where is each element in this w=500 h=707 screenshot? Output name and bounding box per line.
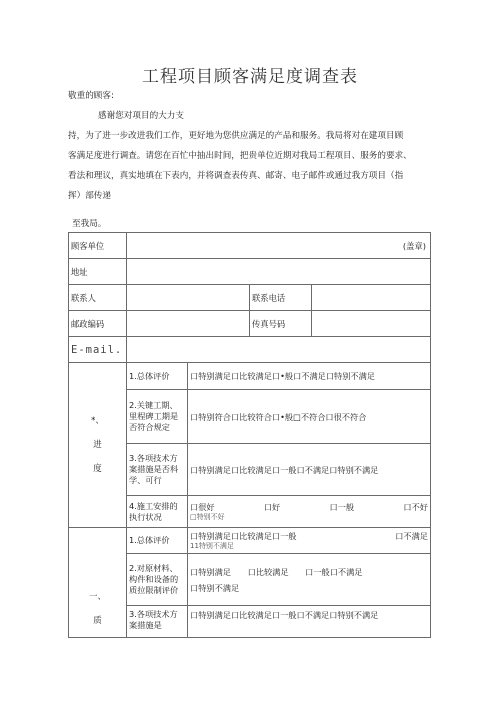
section1-label — [69, 363, 127, 528]
section1-label-a: *、 — [91, 416, 104, 426]
body-line-4: 挥）部传递 — [68, 191, 111, 201]
section1-label-c: 度 — [93, 464, 102, 474]
contact-label: 联系人 — [69, 285, 127, 311]
postcode-label: 邮政编码 — [69, 311, 127, 337]
option-bad[interactable]: 口不好 — [403, 502, 428, 512]
option-average[interactable]: 口一般 — [329, 502, 355, 512]
fax-label: 传真号码 — [250, 311, 312, 337]
section1-item-3: 3.各项技术方案措施是否科学、可行 — [127, 444, 188, 496]
contact-field[interactable] — [127, 285, 250, 311]
section1-options-2[interactable]: 口特别符合口比较符合口•般□不符合口很不符合 — [188, 390, 431, 444]
customer-field[interactable] — [127, 233, 431, 259]
section2-options-2[interactable] — [188, 554, 431, 606]
row-contact — [69, 285, 431, 311]
option-very-good[interactable]: 口很好 — [190, 502, 215, 512]
section1-item-1: 1.总体评价 — [127, 363, 188, 390]
section2-opt-fairly-satisfied[interactable]: 口比较满足 — [247, 566, 289, 577]
body-line-2: 客满足度进行调查。请您在百忙中抽出时间，把贵单位近期对我局工程项目、服务的要求、 — [68, 151, 412, 161]
seal-label: (盖章) — [402, 240, 426, 251]
body-line-5: 至我局。 — [72, 219, 107, 229]
page-title: 工程项目顾客满足度调查表 — [142, 67, 358, 87]
phone-label: 联系电话 — [250, 285, 312, 311]
postcode-field[interactable] — [127, 311, 250, 337]
address-field[interactable] — [127, 259, 431, 285]
phone-field[interactable] — [312, 285, 431, 311]
section2-opt-group[interactable]: 口特别满足口比较满足口一般 — [190, 531, 297, 541]
section1-row-1 — [69, 363, 431, 390]
section2-options-1-line — [190, 531, 428, 542]
email-field[interactable] — [127, 337, 431, 363]
row-customer — [69, 233, 431, 259]
section2-opt-average[interactable]: 口一般口不满足 — [305, 566, 363, 577]
section2-label-b: 质 — [93, 616, 102, 626]
customer-label: 顾客单位 — [69, 233, 127, 259]
option-good[interactable]: 口好 — [263, 502, 281, 512]
survey-form — [68, 232, 431, 638]
section2-options-1[interactable] — [188, 528, 431, 554]
option-very-bad[interactable]: □特别不好 — [190, 513, 225, 521]
email-label: E-mail. — [69, 337, 127, 363]
section1-options-1[interactable]: 口特别满足口比较满足口•般口不满足口特别不满足 — [188, 363, 431, 390]
address-label: 地址 — [69, 259, 127, 285]
section1-label-b: 进 — [93, 440, 102, 450]
section2-opt-very-satisfied[interactable]: 口特别满足 — [190, 566, 231, 577]
section2-item-2: 2.对原材料、构件和设备的质拉限制评价 — [127, 554, 188, 606]
section2-options-3[interactable]: 口特别满足口比较满足口一般口不满足口特别不满足 — [188, 606, 431, 638]
thanks-text: 感谢您对项目的大力支 — [98, 111, 184, 121]
section2-opt-very-unsatisfied-2[interactable]: 口特别不满足 — [190, 582, 240, 593]
section1-options-4[interactable] — [188, 496, 431, 528]
body-line-1: 持，为了进一步改进我们工作，更好地为您供应满足的产品和服务。我局将对在建项目顾 — [68, 131, 404, 141]
row-email — [69, 337, 431, 363]
body-line-3: 看法和理议，真实地填在下表内，并将调查表传真、邮寄、电子邮件或通过我方项目（指 — [68, 171, 404, 181]
section2-item-3: 3.各项技术方案措施是 — [127, 606, 188, 638]
section2-label-a: 一、 — [88, 592, 106, 602]
greeting: 敬重的顾客: — [68, 91, 114, 101]
section2-item-1: 1.总体评价 — [127, 528, 188, 554]
section1-options-3[interactable]: 口特别满足口比较满足口一般口不满足口特别不满足 — [188, 444, 431, 496]
section2-options-2-line — [190, 566, 428, 578]
section2-opt-very-unsatisfied[interactable]: 11特别不满足 — [190, 542, 234, 550]
section1-item-2: 2.关键工期、里程碑工期是否符合规定 — [127, 390, 188, 444]
row-postcode — [69, 311, 431, 337]
row-address — [69, 259, 431, 285]
section1-item-4: 4.施工安排的执行状况 — [127, 496, 188, 528]
fax-field[interactable] — [312, 311, 431, 337]
section2-opt-unsatisfied[interactable]: 口不满足 — [395, 531, 428, 541]
section1-options-4-line — [190, 502, 428, 513]
section2-label — [69, 528, 127, 638]
section2-row-1 — [69, 528, 431, 554]
